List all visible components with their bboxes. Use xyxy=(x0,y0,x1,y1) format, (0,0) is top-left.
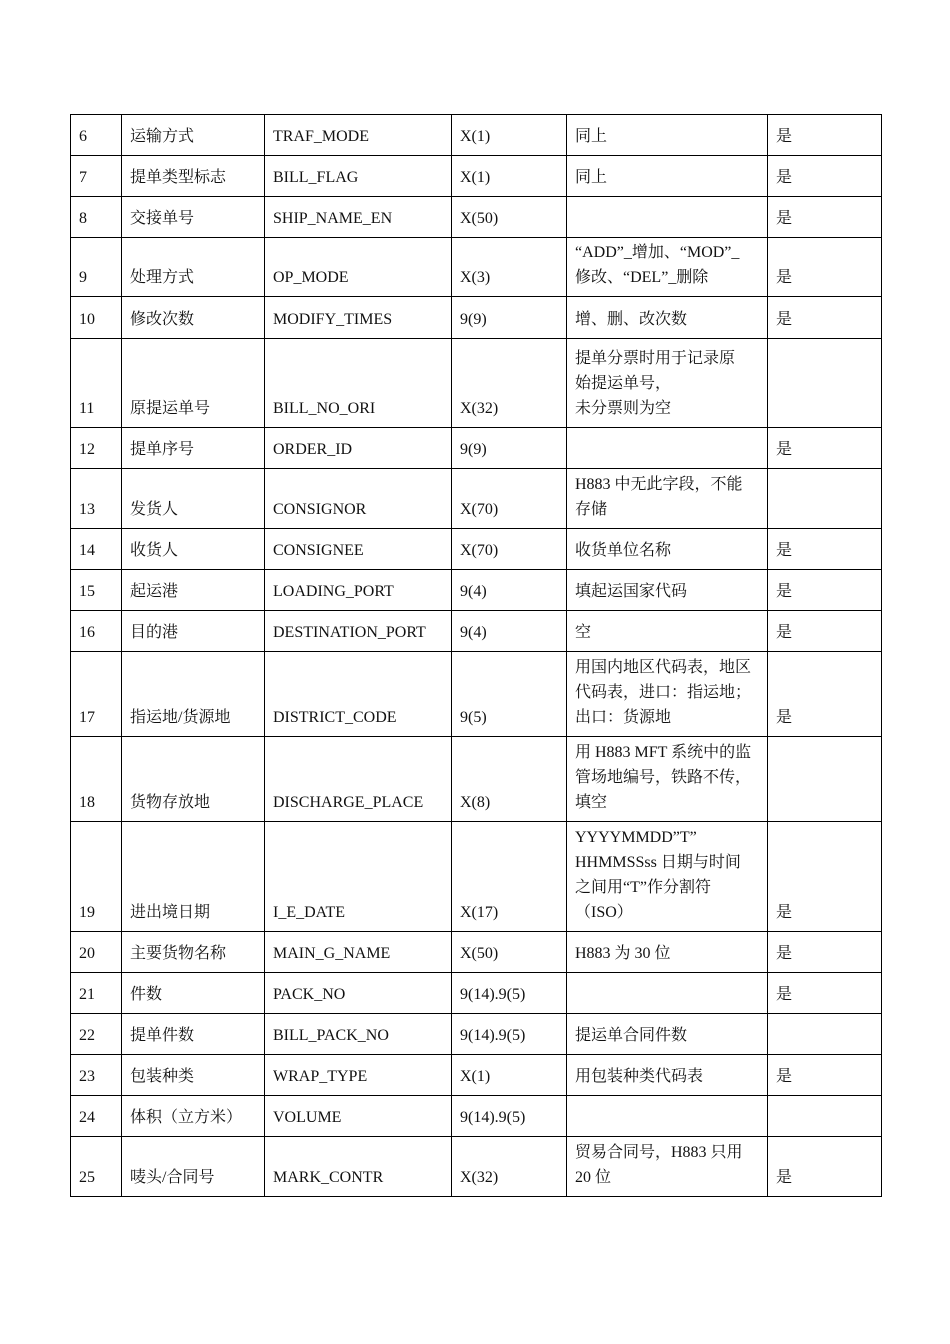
field-required: 是 xyxy=(768,932,882,973)
row-number: 14 xyxy=(71,529,122,570)
field-note xyxy=(567,570,768,611)
field-note xyxy=(567,339,768,428)
row-number: 19 xyxy=(71,822,122,932)
row-number: 6 xyxy=(71,115,122,156)
field-required: 是 xyxy=(768,529,882,570)
row-number: 15 xyxy=(71,570,122,611)
table-row xyxy=(71,197,882,238)
field-note xyxy=(567,156,768,197)
field-code: MARK_CONTR xyxy=(265,1137,452,1197)
field-type: 9(9) xyxy=(452,297,567,339)
field-code: MODIFY_TIMES xyxy=(265,297,452,339)
row-number: 13 xyxy=(71,469,122,529)
field-required: 是 xyxy=(768,115,882,156)
note-line: 20 位 xyxy=(575,1169,612,1186)
field-type: X(50) xyxy=(452,932,567,973)
field-type: X(32) xyxy=(452,339,567,428)
note-line: 收货单位名称 xyxy=(575,542,672,559)
field-chinese-name: 唛头/合同号 xyxy=(122,1137,265,1197)
note-line: H883 中无此字段，不能 xyxy=(575,476,743,493)
note-line: 空 xyxy=(575,624,592,641)
field-code: BILL_NO_ORI xyxy=(265,339,452,428)
field-chinese-name: 起运港 xyxy=(122,570,265,611)
field-note xyxy=(567,297,768,339)
field-note xyxy=(567,1137,768,1197)
row-number: 10 xyxy=(71,297,122,339)
row-number: 21 xyxy=(71,973,122,1014)
table-row xyxy=(71,737,882,822)
note-line: 始提运单号， xyxy=(575,375,672,392)
field-type: X(70) xyxy=(452,469,567,529)
note-line: 提单分票时用于记录原 xyxy=(575,350,736,367)
table-row xyxy=(71,570,882,611)
field-required: 是 xyxy=(768,1055,882,1096)
field-type: X(17) xyxy=(452,822,567,932)
row-number: 25 xyxy=(71,1137,122,1197)
table-row xyxy=(71,611,882,652)
row-number: 8 xyxy=(71,197,122,238)
field-required: 是 xyxy=(768,973,882,1014)
field-required: 是 xyxy=(768,1137,882,1197)
field-chinese-name: 件数 xyxy=(122,973,265,1014)
table-row xyxy=(71,1055,882,1096)
field-type: 9(14).9(5) xyxy=(452,1096,567,1137)
table-row xyxy=(71,428,882,469)
note-line: 填起运国家代码 xyxy=(575,583,688,600)
field-note xyxy=(567,529,768,570)
field-code: DISTRICT_CODE xyxy=(265,652,452,737)
field-chinese-name: 原提运单号 xyxy=(122,339,265,428)
field-chinese-name: 收货人 xyxy=(122,529,265,570)
row-number: 9 xyxy=(71,238,122,297)
row-number: 16 xyxy=(71,611,122,652)
table-row xyxy=(71,238,882,297)
field-type: X(50) xyxy=(452,197,567,238)
table-row xyxy=(71,1096,882,1137)
field-required: 是 xyxy=(768,238,882,297)
field-chinese-name: 进出境日期 xyxy=(122,822,265,932)
field-code: LOADING_PORT xyxy=(265,570,452,611)
field-spec-table xyxy=(70,114,882,1197)
field-type: X(1) xyxy=(452,115,567,156)
field-required xyxy=(768,469,882,529)
note-line: 之间用“T”作分割符 xyxy=(575,879,711,896)
field-spec-table-body xyxy=(71,115,882,1197)
field-code: SHIP_NAME_EN xyxy=(265,197,452,238)
note-line: 存储 xyxy=(575,501,608,518)
field-type: 9(9) xyxy=(452,428,567,469)
note-line: 同上 xyxy=(575,169,608,186)
field-required xyxy=(768,1014,882,1055)
note-line: 用国内地区代码表，地区 xyxy=(575,659,752,676)
field-chinese-name: 指运地/货源地 xyxy=(122,652,265,737)
field-code: I_E_DATE xyxy=(265,822,452,932)
field-type: 9(4) xyxy=(452,570,567,611)
field-type: X(70) xyxy=(452,529,567,570)
field-required xyxy=(768,1096,882,1137)
field-type: X(3) xyxy=(452,238,567,297)
field-note xyxy=(567,822,768,932)
table-row xyxy=(71,339,882,428)
note-line: 管场地编号，铁路不传， xyxy=(575,769,752,786)
field-code: DISCHARGE_PLACE xyxy=(265,737,452,822)
row-number: 11 xyxy=(71,339,122,428)
note-line: （ISO） xyxy=(575,904,633,921)
field-required xyxy=(768,339,882,428)
field-note xyxy=(567,1014,768,1055)
field-required: 是 xyxy=(768,197,882,238)
field-note xyxy=(567,197,768,238)
note-line: 用 H883 MFT 系统中的监 xyxy=(575,744,752,761)
table-row xyxy=(71,115,882,156)
field-type: 9(14).9(5) xyxy=(452,1014,567,1055)
field-chinese-name: 交接单号 xyxy=(122,197,265,238)
field-chinese-name: 提单件数 xyxy=(122,1014,265,1055)
field-note xyxy=(567,115,768,156)
field-code: DESTINATION_PORT xyxy=(265,611,452,652)
field-chinese-name: 运输方式 xyxy=(122,115,265,156)
table-row xyxy=(71,1014,882,1055)
note-line: 用包装种类代码表 xyxy=(575,1068,704,1085)
note-line: 代码表，进口：指运地； xyxy=(575,684,752,701)
field-code: TRAF_MODE xyxy=(265,115,452,156)
row-number: 17 xyxy=(71,652,122,737)
field-required: 是 xyxy=(768,428,882,469)
row-number: 23 xyxy=(71,1055,122,1096)
note-line: 贸易合同号，H883 只用 xyxy=(575,1144,743,1161)
row-number: 12 xyxy=(71,428,122,469)
note-line: YYYYMMDD”T” xyxy=(575,829,697,846)
field-required: 是 xyxy=(768,156,882,197)
field-chinese-name: 包装种类 xyxy=(122,1055,265,1096)
field-chinese-name: 目的港 xyxy=(122,611,265,652)
field-chinese-name: 发货人 xyxy=(122,469,265,529)
field-note xyxy=(567,611,768,652)
field-required xyxy=(768,737,882,822)
field-chinese-name: 提单类型标志 xyxy=(122,156,265,197)
field-required: 是 xyxy=(768,652,882,737)
note-line: 同上 xyxy=(575,128,608,145)
field-note xyxy=(567,652,768,737)
field-chinese-name: 修改次数 xyxy=(122,297,265,339)
note-line: 增、删、改次数 xyxy=(575,311,688,328)
row-number: 24 xyxy=(71,1096,122,1137)
table-row xyxy=(71,529,882,570)
field-code: PACK_NO xyxy=(265,973,452,1014)
field-type: X(32) xyxy=(452,1137,567,1197)
field-code: ORDER_ID xyxy=(265,428,452,469)
field-code: OP_MODE xyxy=(265,238,452,297)
field-chinese-name: 提单序号 xyxy=(122,428,265,469)
field-code: MAIN_G_NAME xyxy=(265,932,452,973)
field-chinese-name: 处理方式 xyxy=(122,238,265,297)
field-note xyxy=(567,238,768,297)
field-type: X(8) xyxy=(452,737,567,822)
field-note xyxy=(567,737,768,822)
table-row xyxy=(71,1137,882,1197)
field-type: X(1) xyxy=(452,156,567,197)
field-code: BILL_FLAG xyxy=(265,156,452,197)
table-row xyxy=(71,652,882,737)
field-note xyxy=(567,469,768,529)
table-row xyxy=(71,469,882,529)
field-type: X(1) xyxy=(452,1055,567,1096)
field-code: WRAP_TYPE xyxy=(265,1055,452,1096)
field-note xyxy=(567,1096,768,1137)
table-row xyxy=(71,973,882,1014)
row-number: 7 xyxy=(71,156,122,197)
field-code: BILL_PACK_NO xyxy=(265,1014,452,1055)
note-line: HHMMSSss 日期与时间 xyxy=(575,854,741,871)
field-required: 是 xyxy=(768,570,882,611)
field-required: 是 xyxy=(768,297,882,339)
field-chinese-name: 体积（立方米） xyxy=(122,1096,265,1137)
table-row xyxy=(71,156,882,197)
note-line: “ADD”_增加、“MOD”_ xyxy=(575,244,740,261)
row-number: 22 xyxy=(71,1014,122,1055)
row-number: 20 xyxy=(71,932,122,973)
field-note xyxy=(567,1055,768,1096)
field-required: 是 xyxy=(768,822,882,932)
row-number: 18 xyxy=(71,737,122,822)
note-line: 提运单合同件数 xyxy=(575,1027,688,1044)
field-chinese-name: 主要货物名称 xyxy=(122,932,265,973)
field-type: 9(4) xyxy=(452,611,567,652)
table-row xyxy=(71,822,882,932)
field-type: 9(5) xyxy=(452,652,567,737)
note-line: 出口：货源地 xyxy=(575,709,672,726)
note-line: 修改、“DEL”_删除 xyxy=(575,269,709,286)
table-row xyxy=(71,297,882,339)
field-type: 9(14).9(5) xyxy=(452,973,567,1014)
note-line: 填空 xyxy=(575,794,608,811)
note-line: H883 为 30 位 xyxy=(575,945,671,962)
field-code: VOLUME xyxy=(265,1096,452,1137)
table-row xyxy=(71,932,882,973)
field-code: CONSIGNEE xyxy=(265,529,452,570)
field-note xyxy=(567,932,768,973)
note-line: 未分票则为空 xyxy=(575,400,672,417)
field-required: 是 xyxy=(768,611,882,652)
field-chinese-name: 货物存放地 xyxy=(122,737,265,822)
field-note xyxy=(567,973,768,1014)
field-code: CONSIGNOR xyxy=(265,469,452,529)
field-note xyxy=(567,428,768,469)
